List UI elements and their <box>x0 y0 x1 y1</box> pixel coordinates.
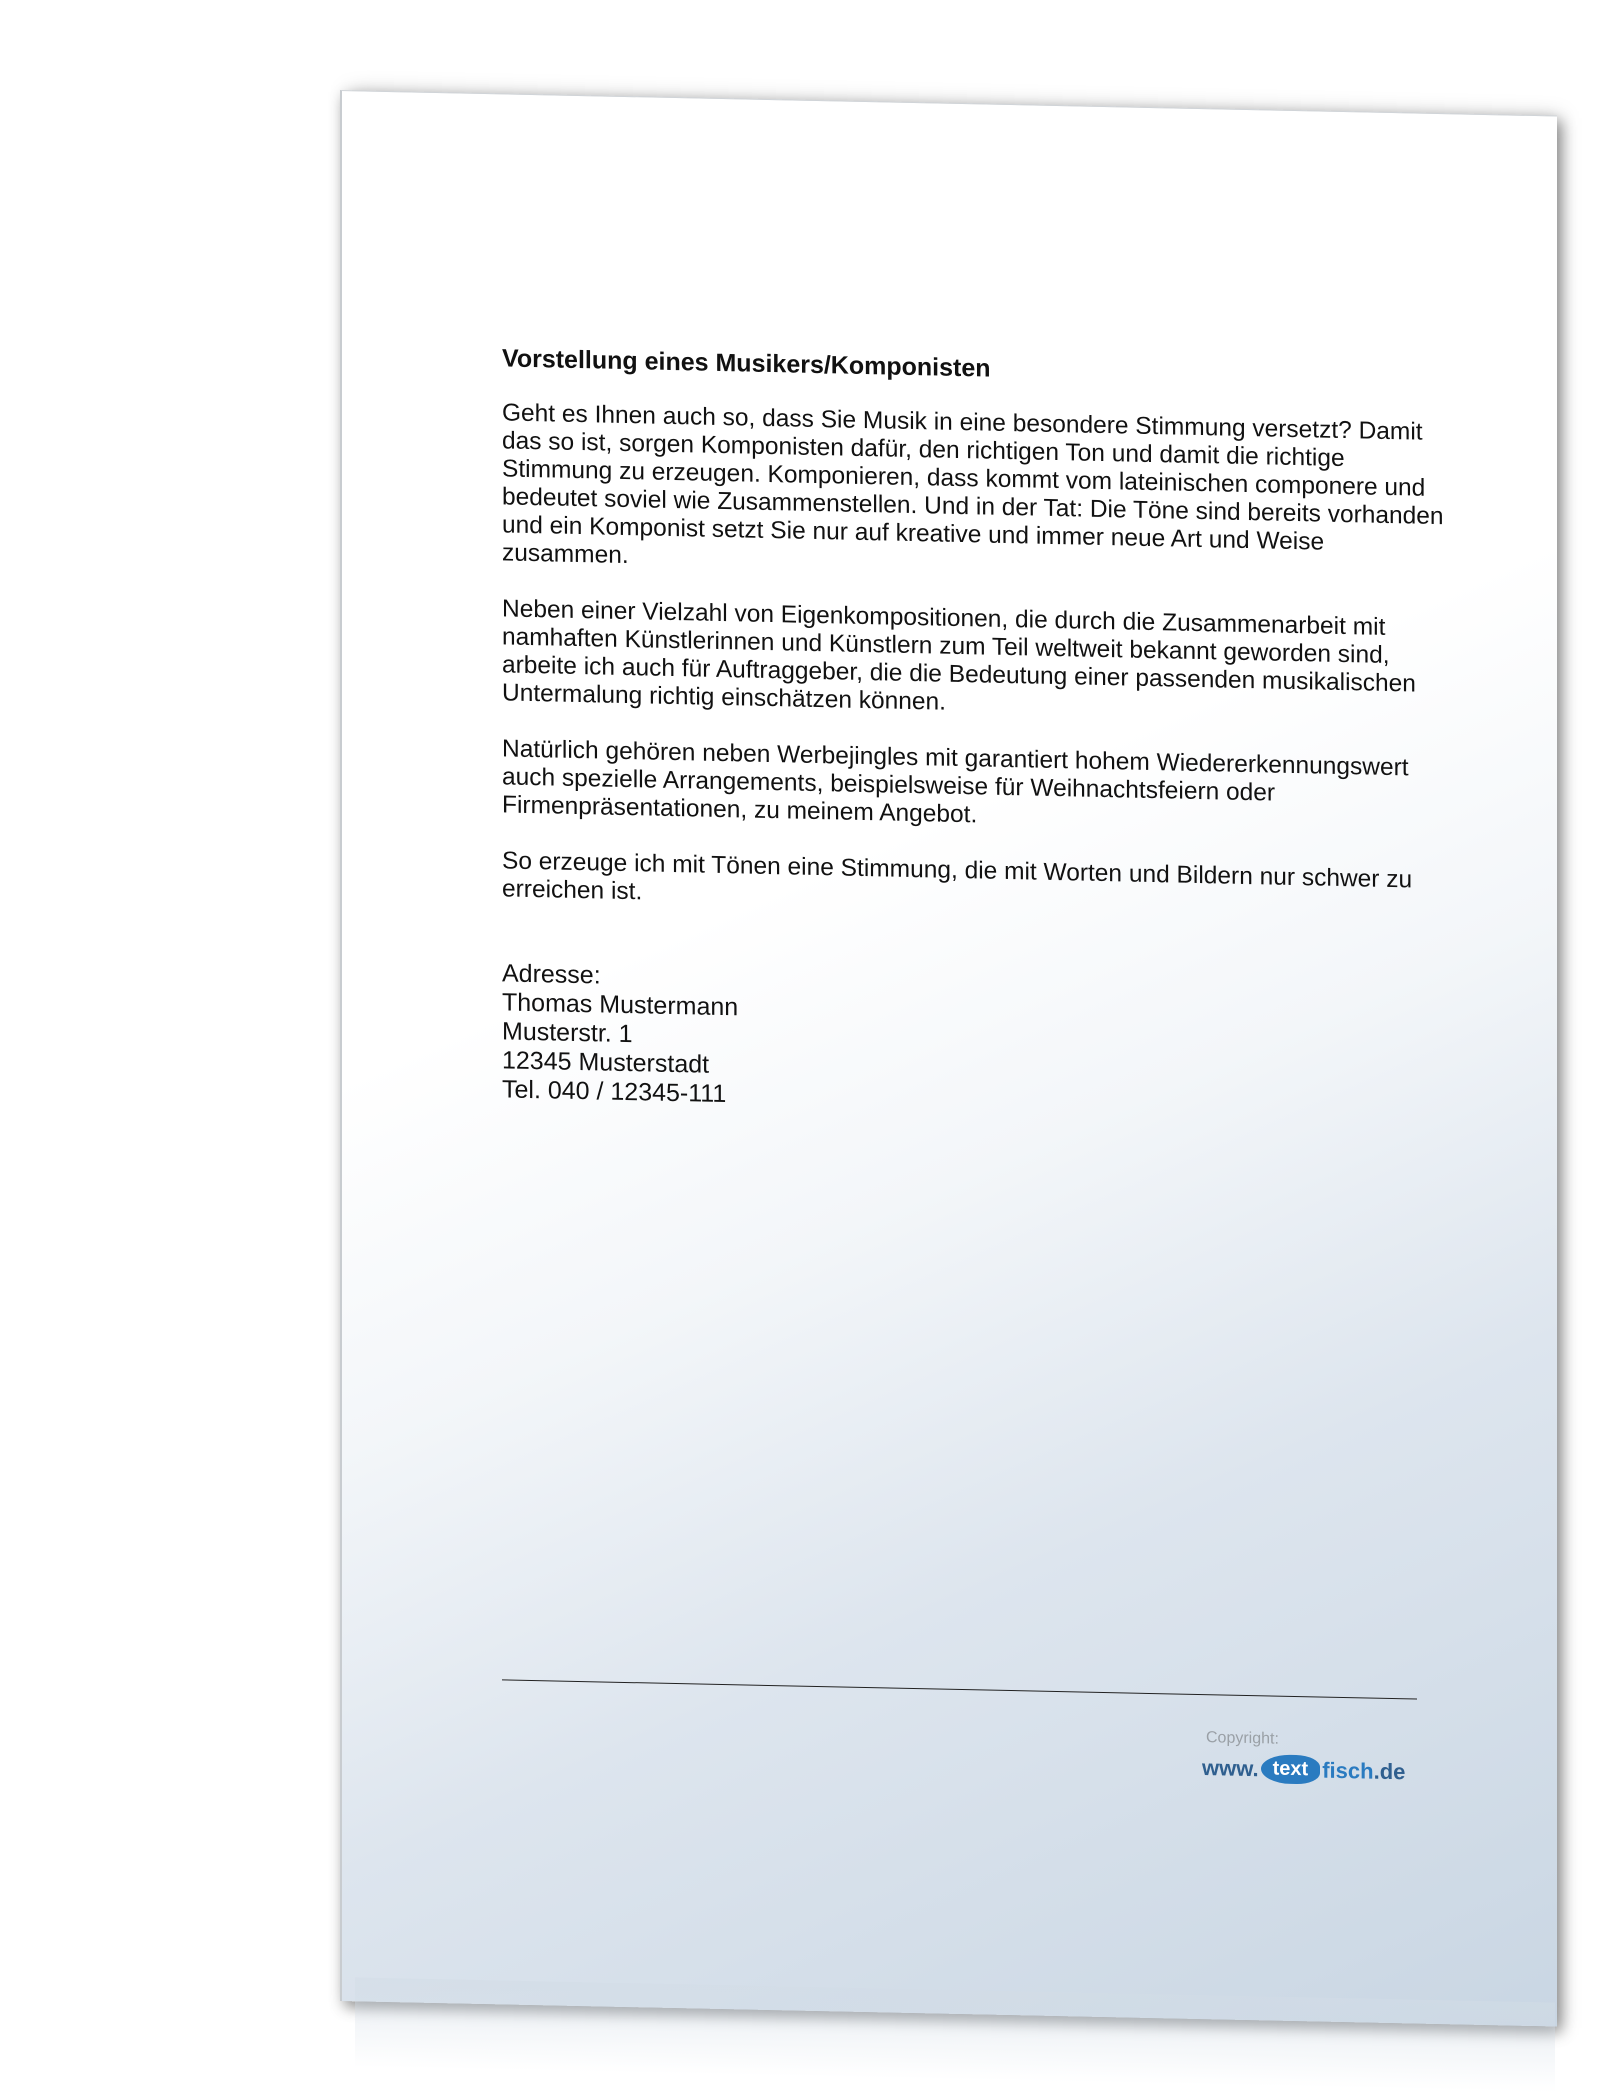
copyright-block <box>1202 1729 1405 1786</box>
address-city: 12345 Musterstadt <box>502 1046 710 1079</box>
address-street: Musterstr. 1 <box>502 1017 633 1049</box>
logo-middle: fisch <box>1322 1757 1374 1784</box>
copyright-label: Copyright: <box>1206 1729 1279 1748</box>
logo-prefix: www. <box>1202 1754 1259 1781</box>
address-name: Thomas Mustermann <box>502 988 739 1022</box>
textfisch-logo <box>1202 1753 1405 1786</box>
footer-rule <box>502 1679 1417 1699</box>
fish-logo-icon: text <box>1261 1754 1321 1784</box>
paragraph-2: Neben einer Vielzahl von Eigenkompositionen, die durch die Zusammenarbeit mit namhaften Künstlerinnen und Künstlern zum Teil weltweit bekannt geworden sind, arbeite ich auch für Auftraggeber, die die Bedeutung einer passenden musikalischen Untermalung richtig einschätzen können. <box>502 595 1416 716</box>
document-title: Vorstellung eines Musikers/Komponisten <box>502 344 991 383</box>
document-content <box>502 344 1452 1124</box>
document-page <box>340 90 1557 2026</box>
address-label: Adresse: <box>502 959 601 990</box>
address-block <box>502 959 1452 1124</box>
paragraph-4: So erzeuge ich mit Tönen eine Stimmung, die mit Worten und Bildern nur schwer zu erreichen ist. <box>502 847 1413 906</box>
address-phone: Tel. 040 / 12345-111 <box>502 1075 727 1109</box>
logo-suffix: .de <box>1373 1758 1406 1784</box>
paragraph-1: Geht es Ihnen auch so, dass Sie Musik in eine besondere Stimmung versetzt? Damit das so ist, sorgen Komponisten dafür, den richtigen Ton und damit die richtige Stimmung zu erzeugen. Komponieren, dass kommt vom lateinischen componere und bedeutet soviel wie Zusammenstellen. Und in der Tat: Die Töne sind bereits vorhanden und ein Komponist setzt Sie nur auf kreative und immer neue Art und Weise zusammen. <box>502 399 1444 570</box>
paragraph-3: Natürlich gehören neben Werbejingles mit garantiert hohem Wiedererkennungswert auch spezielle Arrangements, beispielsweise für Weihnachtsfeiern oder Firmenpräsentationen, zu meinem Angebot. <box>502 735 1409 829</box>
